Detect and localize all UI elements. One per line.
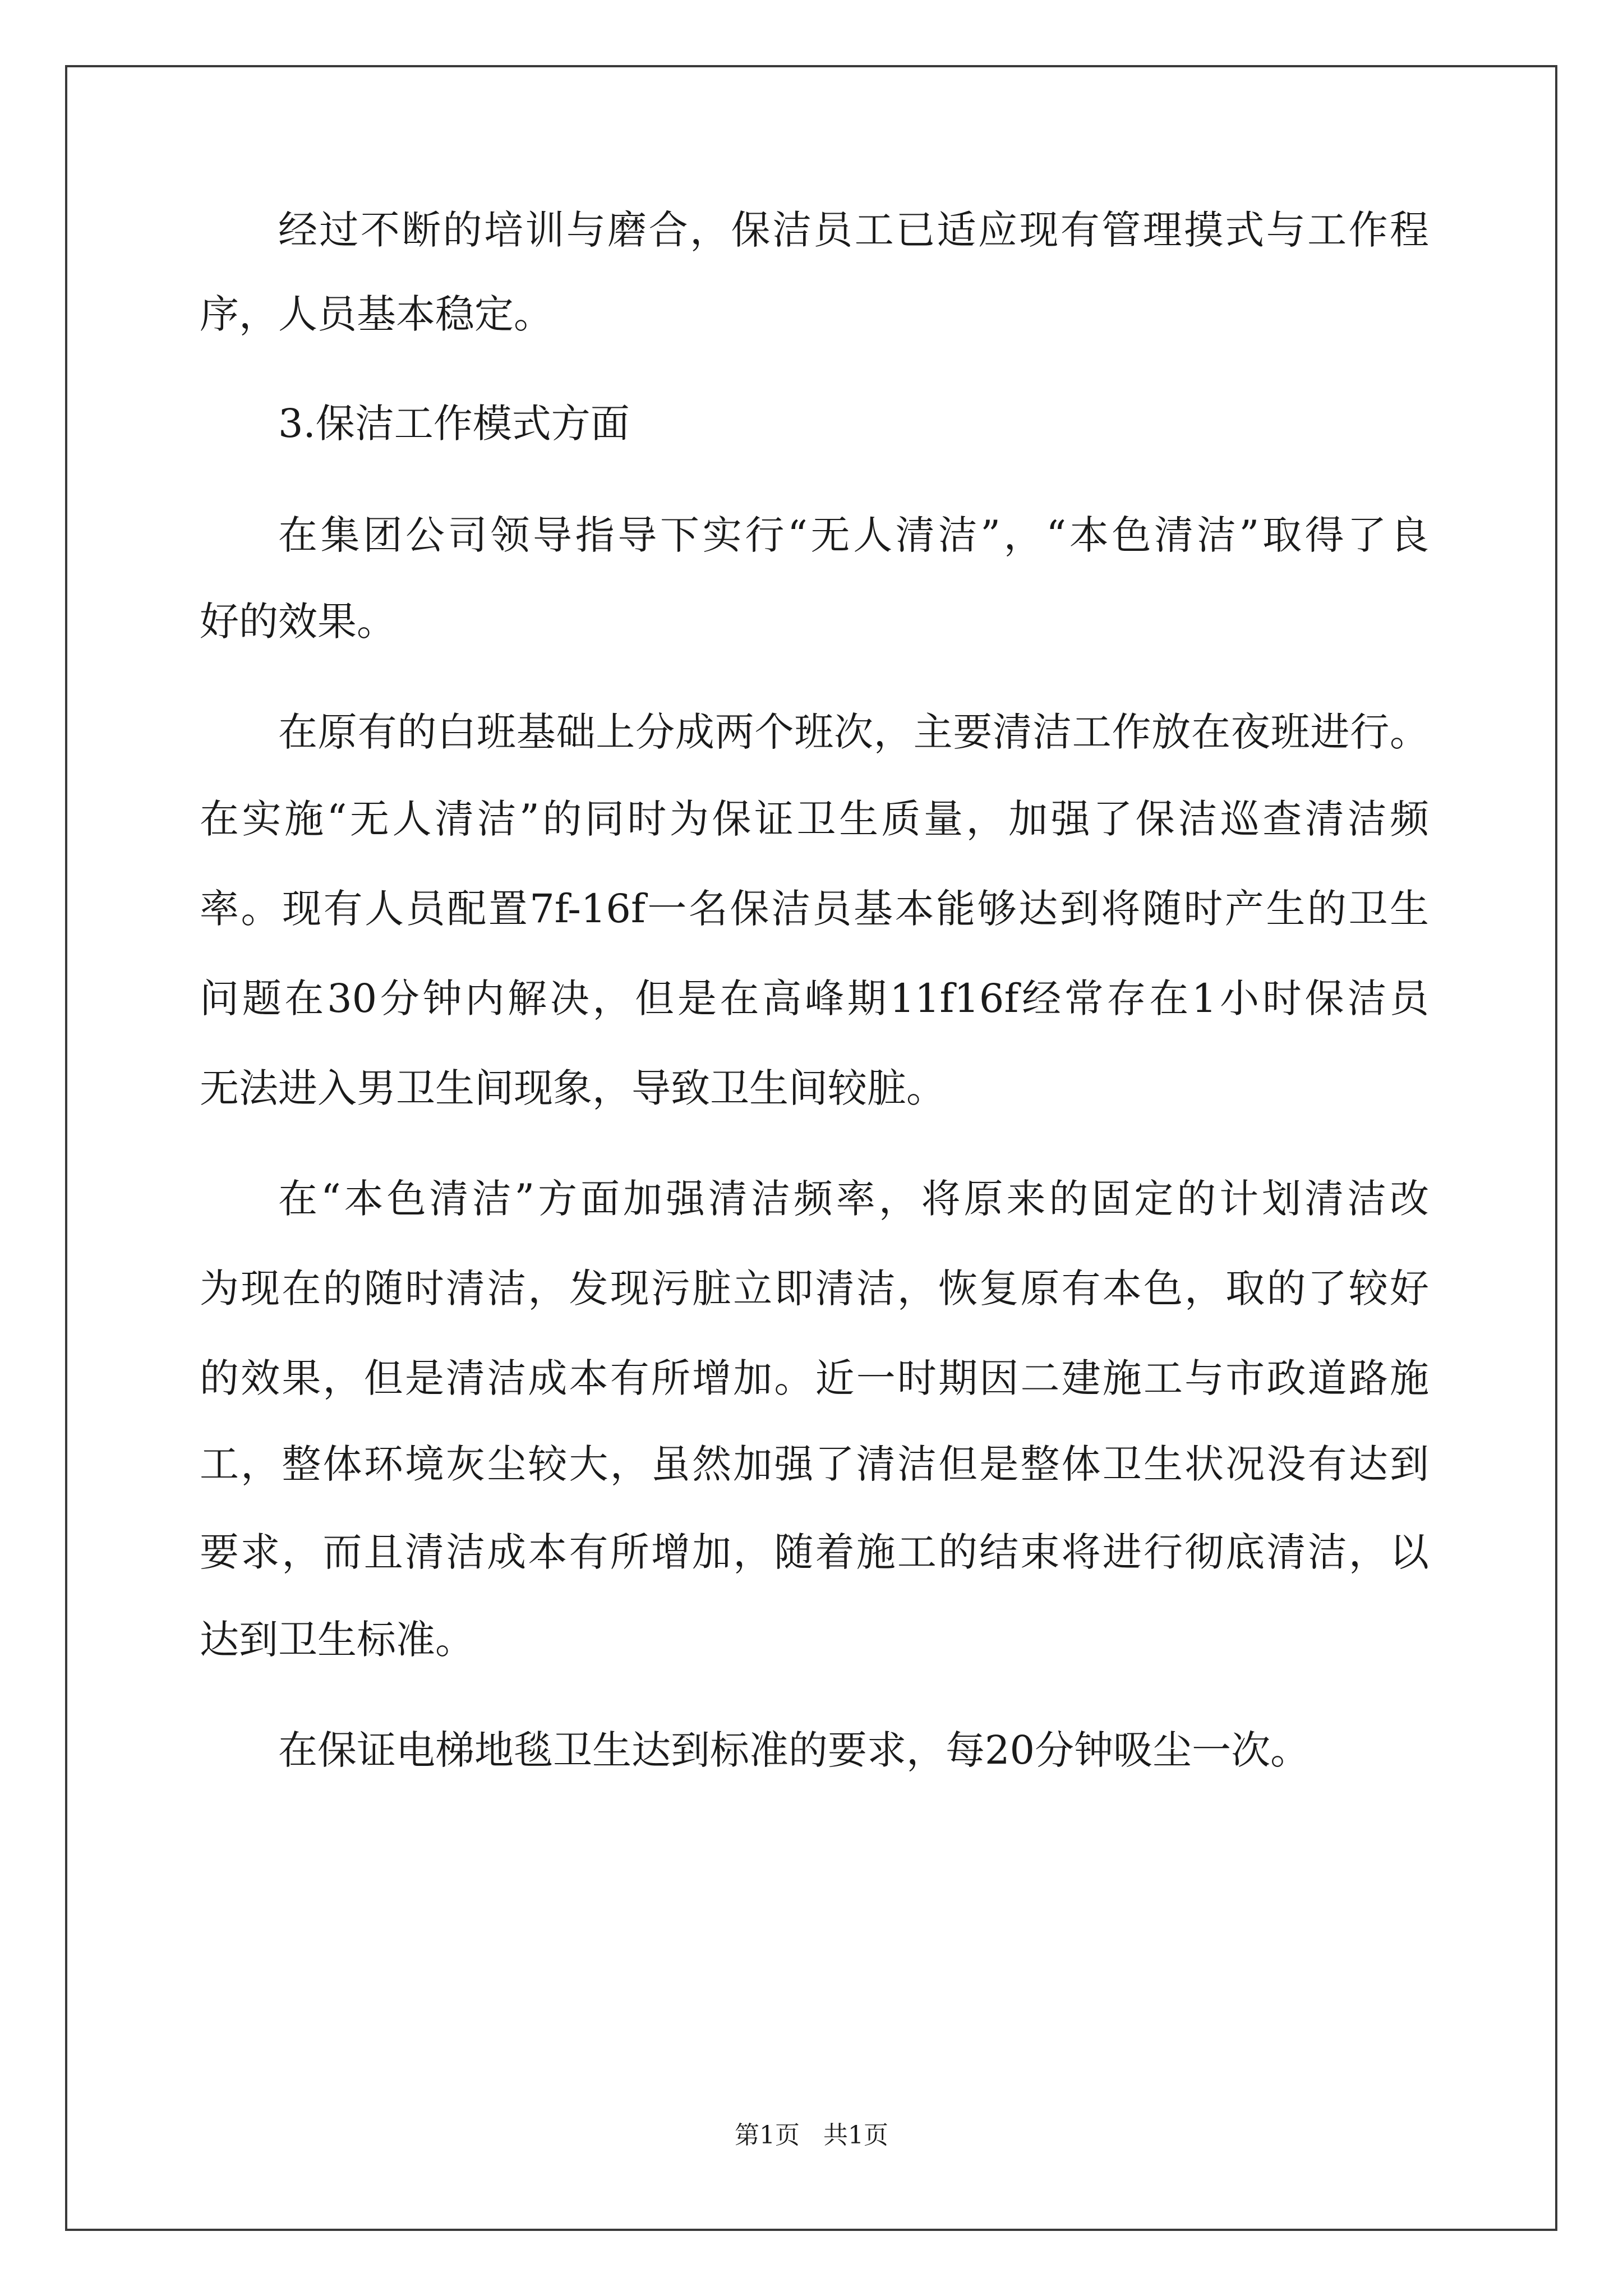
text-line: 经过不断的培训与磨合，保洁员工已适应现有管理摸式与工作程 — [278, 207, 1429, 253]
text-line: 问题在30分钟内解决，但是在高峰期11f16f经常存在1小时保洁员 — [200, 976, 1429, 1022]
text-line: 在保证电梯地毯卫生达到标准的要求，每20分钟吸尘一次。 — [278, 1727, 1310, 1773]
text-line: 在原有的白班基础上分成两个班次，主要清洁工作放在夜班进行。 — [278, 709, 1429, 755]
text-line: 在实施“无人清洁”的同时为保证卫生质量，加强了保洁巡查清洁频 — [200, 796, 1429, 842]
text-line: 为现在的随时清洁，发现污脏立即清洁，恢复原有本色，取的了较好 — [200, 1266, 1429, 1312]
page-number-footer: 第1页 共1页 — [735, 2121, 888, 2150]
text-line: 无法进入男卫生间现象，导致卫生间较脏。 — [200, 1065, 946, 1111]
page-border — [65, 65, 1557, 2231]
text-line: 好的效果。 — [200, 599, 396, 645]
text-line: 的效果，但是清洁成本有所增加。近一时期因二建施工与市政道路施 — [200, 1355, 1429, 1401]
text-line: 在“本色清洁”方面加强清洁频率，将原来的固定的计划清洁改 — [278, 1176, 1429, 1222]
text-line: 序，人员基本稳定。 — [200, 291, 553, 337]
text-line: 要求，而且清洁成本有所增加，随着施工的结束将进行彻底清洁，以 — [200, 1529, 1429, 1575]
text-line: 在集团公司领导指导下实行“无人清洁”，“本色清洁”取得了良 — [278, 512, 1429, 558]
text-line: 工，整体环境灰尘较大，虽然加强了清洁但是整体卫生状况没有达到 — [200, 1441, 1429, 1487]
text-line: 达到卫生标准。 — [200, 1617, 474, 1663]
text-line: 率。现有人员配置7f-16f一名保洁员基本能够达到将随时产生的卫生 — [200, 886, 1429, 932]
section-heading: 3.保洁工作模式方面 — [278, 401, 630, 447]
